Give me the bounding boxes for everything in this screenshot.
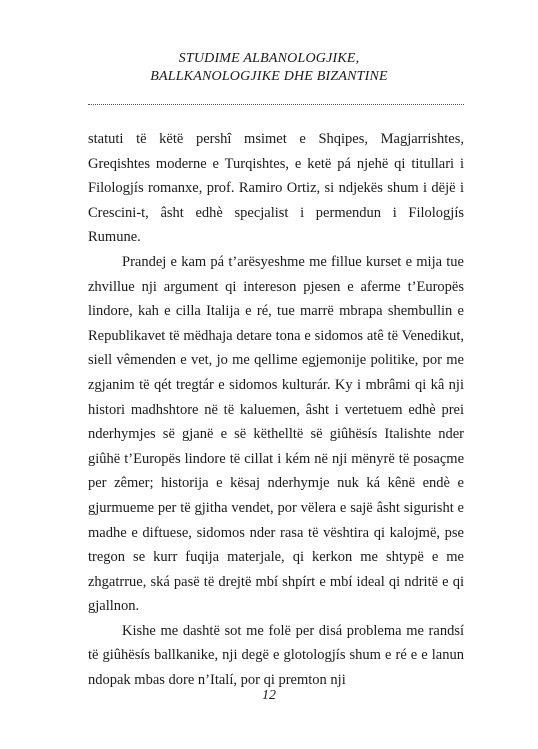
- page-number: 12: [262, 688, 276, 703]
- paragraph: Kishe me dashtë sot me folë per disá problema me randsí të giûhësís ballkanike, nji degë e glotologjís shum e ré e e lanun ndopak mbas dore n’Italí, por qi premton nji: [88, 622, 464, 689]
- running-header: [0, 50, 538, 86]
- header-line-1: STUDIME ALBANOLOGJIKE,: [178, 51, 360, 66]
- paragraph-continuation: statuti të këtë pershî msimet e Shqipes, Magjarrishtes, Greqishtes moderne e Turqishtes, e ketë pá njehë qi titullari i Filologjís romanxe, prof. Ramiro Ortiz, si ndjekës shum i dëjë i Crescini-t, âsht edhè specjalist i permendun i Filologjís Rumune.: [88, 131, 464, 246]
- header-line-2: BALLKANOLOGJIKE DHE BIZANTINE: [150, 69, 388, 84]
- header-dotted-rule: [88, 104, 464, 105]
- paragraph: Prandej e kam pá t’arësyeshme me fillue kurset e mija tue zhvillue nji argument qi intereson pjesen e aferme t’Europës lindore, kah e cilla Italija e ré, tue marrë mbrapa shembullin e Republikavet të mëdhaja detare tona e sidomos atê të Venedikut, siell vêmenden e vet, jo me qellime egjemonije politike, por me zgjanim të qét tregtár e sidomos kulturár. Ky i mbrâmi qi kâ nji histori madhshtore në të kaluemen, âsht i vertetuem edhè prei nderhymjes së gjanë e së këthelltë së giûhësís Italishte nder giûhë t’Europës lindore të cillat i kém në nji mënyrë të posaçme per zêmer; historija e kësaj nderhymje nuk ká kênë endè e gjurmueme per të gjitha vendet, por vëlera e sajë âsht sigurisht e madhe e diftuese, sidomos nder rasa të vështira qi kalojmë, pse tregon se kurr fuqija materjale, qi kerkon me shtypë e me zhgatrrue, ská pasë të drejtë mbí shpírt e mbí ideal qi ndritë e qi gjallnon.: [88, 253, 464, 615]
- body-text: [88, 127, 464, 693]
